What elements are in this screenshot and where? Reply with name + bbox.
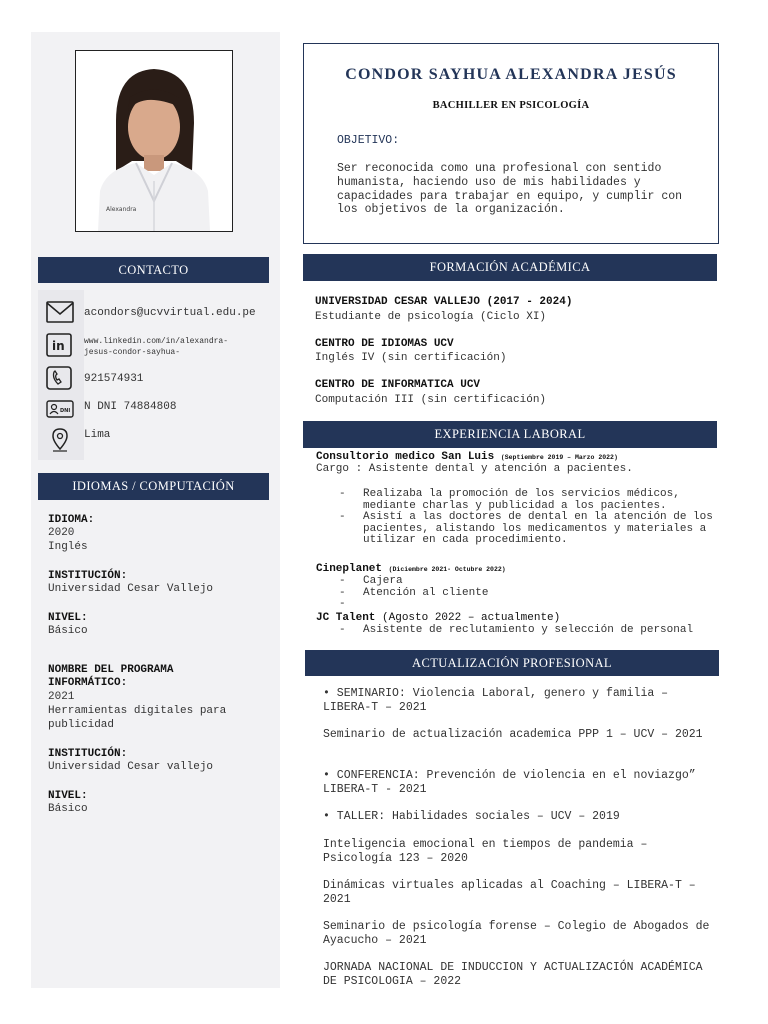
job-1-title [316, 451, 618, 463]
update-item-3: • CONFERENCIA: Prevención de violencia en el noviazgo” LIBERA-T - 2021 [323, 769, 696, 796]
linkedin-line-1: www.linkedin.com/in/alexandra- [84, 337, 229, 346]
job-1-date: (Septiembre 2019 – Marzo 2022) [500, 454, 618, 461]
location-pin-icon [50, 427, 70, 453]
phone-icon [46, 366, 72, 390]
institution-value: Universidad Cesar Vallejo [48, 583, 214, 595]
job-3-name: JC Talent [316, 612, 383, 624]
job-2-bullet-1: - Cajera [339, 576, 719, 588]
contact-phone[interactable]: 921574931 [84, 373, 144, 385]
edu-2-name: CENTRO DE IDIOMAS UCV [315, 338, 454, 350]
job-2-date: (Diciembre 2021- Octubre 2022) [388, 566, 506, 573]
idioma-label: IDIOMA: [48, 514, 95, 526]
idioma-year: 2020 [48, 527, 75, 539]
svg-text:DNI: DNI [60, 408, 71, 414]
edu-1-detail: Estudiante de psicología (Ciclo XI) [315, 311, 547, 323]
education-heading: FORMACIÓN ACADÉMICA [303, 254, 717, 281]
updates-heading: ACTUALIZACIÓN PROFESIONAL [305, 650, 719, 676]
objective-heading: OBJETIVO: [337, 134, 400, 147]
update-item-1: • SEMINARIO: Violencia Laboral, genero y familia – LIBERA-T – 2021 [323, 687, 669, 714]
header-box [303, 43, 719, 244]
job-3-bullet-1: - Asistente de reclutamiento y selección de personal [339, 625, 729, 637]
program-year: 2021 [48, 691, 75, 703]
program-label [48, 664, 273, 690]
id-card-icon [46, 399, 74, 419]
institution-2-label: INSTITUCIÓN: [48, 748, 128, 760]
job-1-bullet-2: - Asistí a las doctores de dental en la atención de los pacientes, alistando los medicamentos y materiales a utilizar en cada procedimiento. [339, 512, 734, 547]
program-label-line-2: INFORMÁTICO: [48, 677, 128, 689]
job-2-bullet-2: - Atención al cliente [339, 588, 719, 600]
program-value-line-1: Herramientas digitales para [48, 705, 227, 717]
edu-2-detail: Inglés IV (sin certificación) [315, 352, 507, 364]
job-2-bullet-3 [339, 599, 719, 611]
experience-heading: EXPERIENCIA LABORAL [303, 421, 717, 448]
level-2-label: NIVEL: [48, 790, 88, 802]
contact-linkedin[interactable] [84, 336, 228, 358]
job-2-bullets [339, 576, 719, 611]
objective-text: Ser reconocida como una profesional con sentido humanista, haciendo uso de mis habilidades y capacidades para trabajar en equipo, y cumplir con los objetivos de la organización. [337, 162, 683, 217]
job-2-name: Cineplanet [316, 563, 389, 575]
idioma-value: Inglés [48, 541, 88, 553]
linkedin-icon [46, 333, 72, 357]
edu-1-name: UNIVERSIDAD CESAR VALLEJO (2017 - 2024) [315, 296, 573, 308]
update-item-5: Inteligencia emocional en tiempos de pandemia – Psicología 123 – 2020 [323, 838, 648, 865]
contact-location: Lima [84, 429, 111, 441]
institution-label: INSTITUCIÓN: [48, 570, 128, 582]
contact-dni: N DNI 74884808 [84, 401, 177, 413]
program-label-line-1: NOMBRE DEL PROGRAMA [48, 664, 174, 676]
update-item-6: Dinámicas virtuales aplicadas al Coaching – LIBERA-T – 2021 [323, 879, 696, 906]
job-3-date: (Agosto 2022 – actualmente) [382, 612, 561, 624]
job-1-role: Cargo : Asistente dental y atención a pacientes. [316, 463, 633, 475]
job-1-name: Consultorio medico San Luis [316, 451, 501, 463]
job-3-title [316, 612, 560, 624]
languages-section [48, 514, 273, 816]
level-value: Básico [48, 625, 88, 637]
update-item-7: Seminario de psicología forense – Colegio de Abogados de Ayacucho – 2021 [323, 920, 710, 947]
update-item-4: • TALLER: Habilidades sociales – UCV – 2019 [323, 810, 620, 823]
languages-heading: IDIOMAS / COMPUTACIÓN [38, 473, 269, 500]
job-1-bullet-1: - Realizaba la promoción de los servicios médicos, mediante charlas y publicidad a los pacientes. [339, 489, 734, 512]
mail-icon [46, 300, 74, 326]
update-item-2: Seminario de actualización academica PPP 1 – UCV – 2021 [323, 728, 703, 741]
contact-heading: CONTACTO [38, 257, 269, 283]
degree-title: BACHILLER EN PSICOLOGÍA [432, 100, 590, 111]
program-value-line-2: publicidad [48, 719, 115, 731]
job-2-title [316, 563, 506, 575]
job-1-bullets [339, 489, 734, 547]
edu-3-detail: Computación III (sin certificación) [315, 394, 547, 406]
update-item-8: JORNADA NACIONAL DE INDUCCION Y ACTUALIZACIÓN ACADÉMICA DE PSICOLOGIA – 2022 [323, 961, 703, 988]
level-2-value: Básico [48, 803, 88, 815]
profile-photo [75, 50, 233, 232]
edu-3-name: CENTRO DE INFORMATICA UCV [315, 379, 481, 391]
contact-email[interactable]: acondors@ucvvirtual.edu.pe [84, 307, 256, 319]
svg-text:in: in [52, 339, 65, 353]
linkedin-line-2: jesus-condor-sayhua- [84, 348, 181, 357]
job-3-bullets [339, 625, 729, 637]
level-label: NIVEL: [48, 612, 88, 624]
full-name: CONDOR SAYHUA ALEXANDRA JESÚS [345, 66, 677, 83]
svg-text:Alexandra: Alexandra [106, 206, 137, 213]
institution-2-value: Universidad Cesar vallejo [48, 761, 214, 773]
